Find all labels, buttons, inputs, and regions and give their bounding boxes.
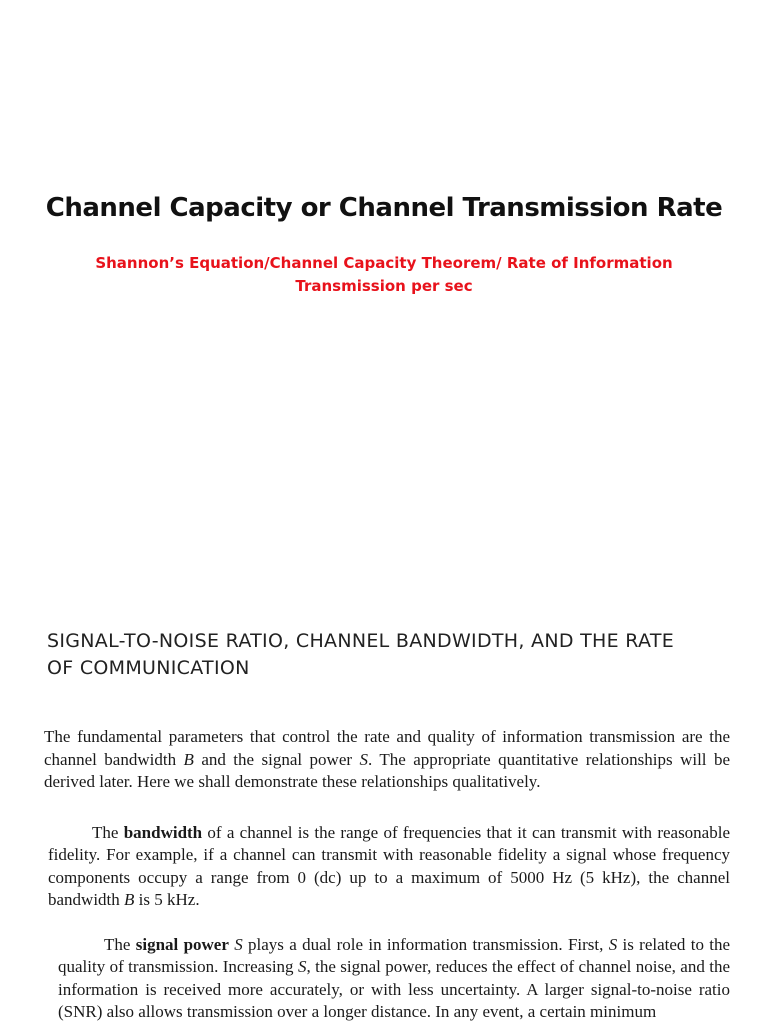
textbook-excerpt bbox=[40, 628, 730, 1024]
term-signal-power: signal power bbox=[135, 934, 229, 954]
subtitle-line-2: Transmission per sec bbox=[295, 277, 473, 295]
para1-text-a: The fundamental parameters that control the rate and quality of information transmission are the channel bandwidth bbox=[44, 727, 730, 769]
para3-text-e: , the signal power, reduces the effect of channel noise, and the information is received more accurately, or with less uncertainty. A larger signal-to-noise ratio (SNR) also allows transmission over a longer distance. In any event, a certain minimum bbox=[58, 957, 730, 1021]
variable-s: S bbox=[359, 749, 368, 769]
slide-subtitle bbox=[60, 252, 708, 298]
slide-title: Channel Capacity or Channel Transmission Rate bbox=[45, 193, 723, 223]
para3-text-c: plays a dual role in information transmission. First, bbox=[242, 934, 609, 954]
subtitle-line-1: Shannon’s Equation/Channel Capacity Theorem/ Rate of Information bbox=[95, 254, 673, 272]
para2-text-a: The bbox=[92, 822, 124, 842]
paragraph-signal-power bbox=[58, 934, 730, 1024]
variable-s: S bbox=[608, 934, 618, 954]
section-heading-line-2: OF COMMUNICATION bbox=[47, 657, 250, 679]
variable-s: S bbox=[297, 957, 307, 976]
variable-s: S bbox=[234, 934, 243, 954]
para2-text-c: is 5 kHz. bbox=[134, 890, 200, 909]
para2-text-b: of a channel is the range of frequencies that it can transmit with reasonable fidelity. For example, if a channel can transmit with reasonable fidelity a signal whose frequency components occupy a range from 0 (dc) up to a maximum of 5000 Hz (5 kHz), the channel bandwidth bbox=[48, 822, 730, 909]
section-heading bbox=[47, 628, 730, 682]
paragraph-bandwidth bbox=[48, 822, 730, 912]
para1-text-b: and the signal power bbox=[193, 749, 360, 769]
variable-b: B bbox=[183, 749, 194, 769]
para3-text-a: The bbox=[104, 934, 136, 954]
term-bandwidth: bandwidth bbox=[123, 822, 203, 842]
para1-text-c: . The appropriate quantitative relationships will be derived later. Here we shall demonstrate these relationships qualitatively. bbox=[44, 749, 730, 791]
section-heading-line-1: SIGNAL-TO-NOISE RATIO, CHANNEL BANDWIDTH, AND THE RATE bbox=[47, 630, 675, 652]
variable-b: B bbox=[124, 890, 135, 909]
paragraph-fundamental-parameters bbox=[44, 726, 730, 794]
para3-text-d: is related to the quality of transmission. Increasing bbox=[58, 934, 731, 976]
